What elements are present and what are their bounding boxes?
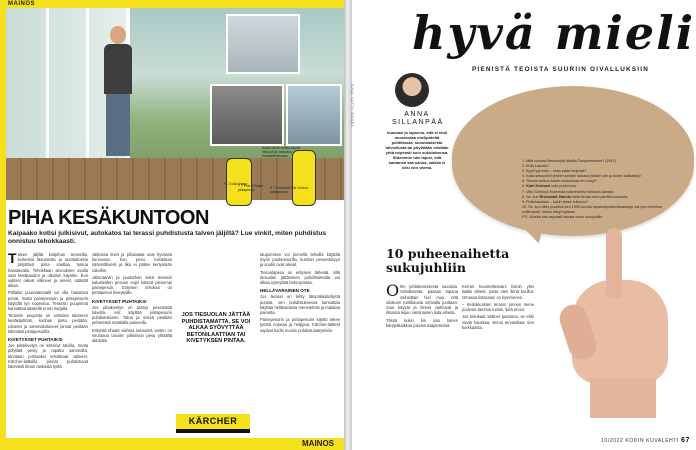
topic-text: 8. Se, kun bbox=[522, 194, 540, 199]
topic-item bbox=[522, 215, 678, 220]
article-lead: Kaipaako kotisi julkisivut, autokatos tai terassi puhdistusta talven jäljiltä? Lue vinkit, miten puhdistus onnistuu tehokkaasti. bbox=[8, 230, 327, 246]
hand-wrist bbox=[590, 378, 656, 418]
paragraph: Kerran kuunneltessani listoin ylös kaikki aiheet, joista olen ikinä kuullut. Omassa listassani on kymmenen. bbox=[462, 284, 534, 300]
page-number: 67 bbox=[681, 437, 690, 444]
paragraph: Jaksotarvin ja puutarhan sekä terassin kalusteiden pesuun sopii kätevä pienempi painepesuri. Erityisen tehokas on pintapesuri kiveyksille. bbox=[92, 274, 172, 296]
topic-text: 10. Se, kun äitini puoleksi sen 1990-luvulla tupakoinpiukentassaluge-vai-yes mienihan voikinasoki, kokka käsyi lopttaan. bbox=[522, 204, 663, 214]
article-column-2 bbox=[462, 284, 534, 332]
topic-text: 3. Kyy/Kyyrmmo – kuka pääsi helposti? bbox=[522, 169, 587, 174]
pull-quote: JOS TIESUOLAN JÄTTÄÄ PUHDISTAMATTA, SE VOI ALKAA SYÖVYTTÄÄ BETONILAATTIAN TAI KIVETYKSEN PINTAA. bbox=[181, 312, 251, 345]
paragraph: Jos tekokaat säilinet puettuna, se ehtii viedä hauskaa, sinnoi tervasilsaa, tien korkkaasta. bbox=[462, 314, 534, 331]
topic-text: uniu purjeonna bbox=[550, 184, 576, 189]
magazine-name: KODIN KUVALEHTI bbox=[625, 438, 679, 444]
subheading: KIVETYKSET PUHTAIKSI bbox=[92, 298, 147, 304]
yellow-border-top bbox=[0, 0, 344, 8]
speech-bubble-tail bbox=[522, 219, 551, 246]
drop-cap: T bbox=[8, 250, 17, 266]
paragraph: Jatkossa kivet ja pihalaatat ovat hyvässä kunnossa, kun pesu toistetaan säännöllisesti ja lika ei pääse kertymään rakoihin. bbox=[92, 252, 172, 273]
ad-label-bottom: MAINOS bbox=[302, 439, 334, 448]
hand-finger bbox=[606, 228, 622, 298]
topic-text: 9. Puttohaudaus – kukin tekee kukuvvo? bbox=[522, 199, 589, 204]
subheading: HELLÄVARAINEN OTE bbox=[260, 288, 310, 294]
topic-text: P.S. Aiheita saa vapaasti lainata omiin sukujuhliin. bbox=[522, 215, 604, 220]
author-name bbox=[392, 111, 442, 128]
subheading: KIVETYKSET PUHTAIKSI bbox=[8, 337, 63, 343]
caption-brush: FC 5 Akkuharja bbox=[224, 182, 248, 186]
person-head bbox=[110, 26, 126, 44]
text-column-2 bbox=[92, 252, 172, 345]
topic-item bbox=[522, 205, 678, 215]
paragraph: Terassin puupinta on valmiina talviseen kesäkäyttöön, kunhan pinta pestään. Likaiset ja sammaloituneet pinnat pestään kätevästi pintapesurilla. bbox=[8, 313, 88, 334]
paragraph: Tiesuolapesu on erityisen tärkeää, sillä tiesuolan jättäminen puhdistamatta voi alkaa syövyttää betonipintaa. bbox=[260, 269, 340, 286]
paragraph: Tässä kukin kin saa toinen kärppäkaikkoa jusvierustajinoteista. bbox=[386, 317, 458, 329]
page-gutter bbox=[344, 0, 352, 450]
author-avatar bbox=[395, 73, 429, 107]
topic-text: 7. Vitto Sherlock Holmesta tottarelwelta Watsoni-kanssa bbox=[522, 189, 614, 194]
inset-photo-patio bbox=[210, 84, 284, 146]
person-washing bbox=[98, 26, 138, 158]
article-headline: PIHA KESÄKUNTOON bbox=[8, 207, 209, 229]
article-column-1 bbox=[386, 281, 458, 330]
topic-name: Ristomatti Hakola bbox=[539, 194, 571, 199]
inset-photo-car bbox=[286, 84, 342, 146]
paragraph: len juhlalevoissesta suvuista. Selväksesta, paasan tapana vaiheittain hiel muu, että sitoituen tuntikausia sohvalla juuttaan. Suut käyvät ja ilmeet vaihtuvat ja ilmassa leijuu varsinainen liuta aiheita. bbox=[386, 284, 458, 316]
topic-text: 2. Entä Lasaris? bbox=[522, 164, 549, 169]
caption-surface-cleaner: T 7 Plus T-Racer -pintapesuri bbox=[238, 184, 266, 192]
column-title: hyvä mieli bbox=[412, 6, 696, 60]
paragraph: alven jäljiltä kotipihan terassilla, korkeista läsunnista ja autokatoksia pölyttävä pinta saattaa tuntua haastavalta. Tehokkaan siivouksen avulla saat kesäkauden ja ulkoilun käyntiin. Kun valitset oikeat välineet ja aineet, säästät aikaa. bbox=[8, 252, 88, 289]
paragraph: taupomisen voi pienellä tehoilla käyttää myös puuhpesurilla, kunhan pesuetäisyys ja suutin ovat oikeat. bbox=[260, 252, 340, 268]
paragraph: Erityistä tiheää vaihtoa taloseinä varten on seuraava tavoite: julkisivun pesu ylhäältä alaspäin. bbox=[92, 327, 172, 344]
topic-text: nahti kerran teen pienitä mansolla. bbox=[570, 194, 629, 199]
text-column-4 bbox=[260, 252, 340, 335]
window-frame bbox=[46, 8, 49, 158]
karcher-logo: KÄRCHER bbox=[176, 414, 250, 429]
paragraph: Pöllailut puumateriaalit voi olla haastava pestä, mutta painepesurin ja pintapesurin käytöllä työ nopeutuu. Terassin puupinnat kannattaa käsitellä ensin harjalla. bbox=[8, 290, 88, 312]
paragraph: Painepesurin ja pintapesurin käyttö tekee työstä nopeaa ja helppoa. Kärcher-laitteet sopivat kodin moniin puhdistustarpeisiin. bbox=[260, 317, 340, 333]
author-first-name: ANNA bbox=[404, 111, 430, 118]
yellow-border-bottom bbox=[0, 438, 344, 450]
issue-number: 10/2022 bbox=[601, 438, 624, 444]
caption-safety: Kodin pihan-arvilla käydä helposti ja kätevästi turvalaitteistossa. bbox=[262, 146, 300, 158]
caption-pressure-washer: K 7 Premium Full Control -painepesuri bbox=[270, 186, 310, 194]
paragraph: Jos terassi on tehty lämpökäsitellystä puusta, sen puhdistuksessa kannattaa käyttää hellävaraisia menetelmiä ja matalaa painetta. bbox=[260, 294, 340, 316]
author-last-name: SILLANPÄÄ bbox=[392, 119, 444, 127]
right-page bbox=[352, 0, 696, 450]
page-folio bbox=[601, 437, 690, 444]
topic-name: Katri Kulmuni bbox=[526, 184, 551, 189]
left-page bbox=[0, 0, 344, 450]
hand-illustration bbox=[562, 228, 680, 418]
paragraph: Jos pihakivetys on jäänyt pesemättä talvelta, voit käyttää pintapesurin puhdistukseen. Taloa ja seiniä pestään pehmeästi matalalla paineella. bbox=[92, 304, 172, 326]
inset-photo-roof bbox=[226, 14, 300, 74]
paragraph: Jos pihakivetyn on kärsinyt talvilla, mutta pölyttää pesty ja rapattu sammalta, tarvitaan puhtaaksi tehokkaat välineet. Kärcher-laitteilla pinnat puhdistuvat kätevästi ilman raskasta työtä. bbox=[8, 343, 88, 370]
topic-text: 4. Kuka seisoskeli yhteen seisten sakana (toisen ylle ja toinen sakkasta)? bbox=[522, 174, 642, 179]
logo-underline bbox=[176, 429, 250, 433]
window-frame bbox=[86, 8, 89, 158]
topic-text: 6. bbox=[522, 184, 527, 189]
ad-label-top: MAINOS bbox=[8, 1, 35, 7]
person-body bbox=[104, 44, 132, 94]
text-column-1 bbox=[8, 252, 88, 371]
column-subtitle: PIENISTÄ TEOISTA SUURIIN OIVALLUKSIIN bbox=[472, 66, 650, 73]
drop-cap: O bbox=[386, 281, 400, 300]
author-bio: huomasi jo lapsena, että ei ehdi muodostaa mielipidettä politiikasta, suomalaisesta talvioilusta tai pöytätään mistään yhtä nopeasti kuin sukulaisensa. Sittemmin hän tajusi, että kantansa saa sanoa, vaikka ei olisi niin varma. bbox=[385, 130, 449, 170]
topic-text: 1. Mitä vuonna Mesoukylä Mattila Tampereeseen? (1947) bbox=[522, 159, 616, 163]
pressure-washer-image bbox=[292, 150, 316, 206]
article-title: 10 puheenaihetta sukujuhliin bbox=[386, 246, 510, 275]
topic-text: 5. Tiennin pelkuu kaivin toistoloissa en ennyt? bbox=[522, 179, 597, 184]
person-legs bbox=[106, 94, 130, 156]
paragraph: – Kedokkoisten teranin jonnon mene podesta tammia tuntiin, listä arviot. bbox=[462, 301, 534, 313]
topic-list bbox=[522, 159, 678, 220]
photo-credit: KUVA: SOTTY IMAGES bbox=[350, 84, 354, 128]
